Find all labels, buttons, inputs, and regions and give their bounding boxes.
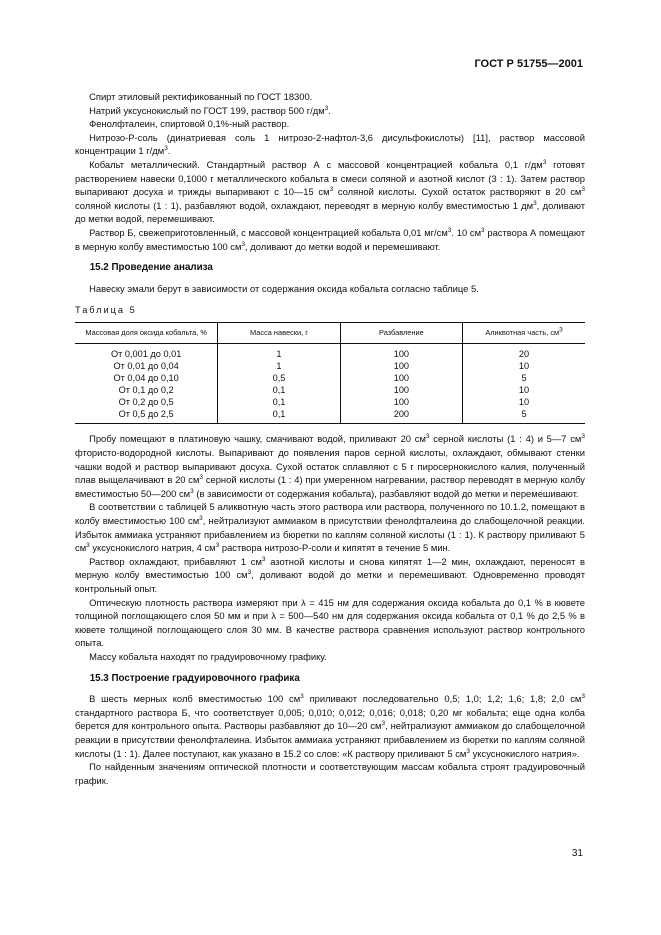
table-cell: 100: [340, 396, 462, 408]
table-cell: От 0,04 до 0,10: [113, 373, 179, 384]
section-heading: 15.3 Построение градуировочного графика: [89, 672, 300, 684]
table-row: [75, 408, 585, 424]
body-paragraph: Пробу помещают в платиновую чашку, смачивают водой, приливают 20 $см^3$ серной кислоты (1 : 4) и 5—7 $см^3$ фтористо-водородной кислоты. Выпаривают до появления паров серной кислоты, охлаждают, обмывают стенки чашки водой и раствор выпаривают досуха. Сухой остаток сплавляют с 5 г пиросернокислого калия, полученный плав выщелачивают в 20 $см^3$ серной кислоты (1 : 4) при умеренном нагревании, раствор переводят в мерную колбу вместимостью 50—200 $см^3$ (в зависимости от содержания кобальта), разбавляют водой до метки и перемешивают.: [75, 433, 585, 499]
table-cell: 10: [463, 396, 585, 408]
column-header: Массовая доля оксида кобальта, %: [75, 322, 218, 343]
reagent-paragraph: Кобальт металлический. Стандартный раствор А с массовой концентрацией кобальта 0,1 $г/дм^3$ готовят растворением навески 0,1000 г металлического кобальта в смеси соляной и азотной кислот (3 : 1). Затем раствор выпаривают досуха и трижды выпаривают с 10—15 $см^3$ соляной кислоты. Сухой остаток растворяют в 20 $см^3$ соляной кислоты (1 : 1), разбавляют водой, охлаждают, переводят в мерную колбу вместимостью 1 $дм^3$, доливают до метки водой, перемешивают.: [75, 158, 586, 225]
table-cell: 100: [340, 343, 462, 360]
reagent-paragraph: Нитрозо-Р-соль (динатриевая соль 1 нитрозо-2-нафтол-3,6 дисульфокислоты) [11], раствор массовой концентрации 1 $г/дм^3$.: [75, 131, 585, 157]
table-row: [75, 360, 585, 372]
table-row: [75, 384, 585, 396]
table-cell: 1: [218, 360, 340, 372]
table-cell: От 0,5 до 2,5: [75, 408, 218, 424]
page-number: 31: [571, 848, 583, 859]
reagent-paragraph: Натрий уксуснокислый по ГОСТ 199, раствор 500 $г/дм^3$.: [89, 104, 331, 116]
table-cell: От 0,001 до 0,01: [110, 348, 182, 359]
table-cell: От 0,01 до 0,04: [113, 361, 179, 371]
body-paragraph: В шесть мерных колб вместимостью 100 $см^3$ приливают последовательно 0,5; 1,0; 1,2; 1,6; 1,8; 2,0 $см^3$ стандартного раствора Б, что соответствует 0,005; 0,010; 0,012; 0,016; 0,018; 0,20 мг кобальта; еще одна колба берется для контрольного опыта. Растворы разбавляют до 10—20 $см^3$, нейтрализуют аммиаком до слабощелочной реакции в присутствии фенолфталеина. Избыток аммиака устраняют прибавлением из бюретки по каплям соляной кислоты (1 : 1). Далее поступают, как указано в 15.2 со слов: «К раствору приливают 5 $см^3$ уксуснокислого натрия».: [75, 693, 586, 759]
column-header: Аликвотная часть, $см^3$: [463, 322, 585, 343]
table-row: [75, 343, 585, 360]
data-table: [75, 322, 585, 425]
table-cell: 20: [463, 343, 585, 360]
body-paragraph: По найденным значениям оптической плотности и соответствующим массам кобальта строят градуировочный график.: [75, 761, 585, 786]
body-paragraph: Раствор охлаждают, прибавляют 1 $см^3$ азотной кислоты и снова кипятят 1—2 мин, охлаждают, переносят в мерную колбу вместимостью 100 $см^3$, доливают водой до метки и перемешивают. Одновременно проводят контрольный опыт.: [75, 555, 585, 594]
table-cell: 1: [218, 343, 340, 360]
table-caption: Таблица 5: [75, 305, 137, 316]
table-row: [75, 372, 585, 384]
body-paragraph: Навеску эмали берут в зависимости от содержания оксида кобальта согласно таблице 5.: [89, 282, 479, 294]
table-row: [75, 396, 585, 408]
table-cell: 0,5: [218, 372, 340, 384]
reagent-paragraph: Спирт этиловый ректификованный по ГОСТ 18300.: [89, 91, 313, 102]
table-cell: От 0,1 до 0,2: [118, 385, 174, 396]
table-cell: 0,1: [218, 396, 340, 408]
table-header-row: [75, 322, 585, 343]
table-cell: 5: [463, 372, 585, 384]
table-cell: 10: [463, 360, 585, 372]
table-cell: 5: [463, 408, 585, 424]
body-paragraph: Оптическую плотность раствора измеряют при λ = 415 нм для содержания оксида кобальта до 0,1 % в кювете толщиной поглощающего слоя 50 мм и при λ = 500—540 нм для содержания оксида кобальта от 0,1 % до 2,5 % в кювете толщиной поглощающего слоя 30 мм. В качестве раствора сравнения используют раствор контрольного опыта.: [75, 596, 585, 649]
column-header: Масса навески, г: [218, 322, 340, 343]
reagent-paragraph: Раствор Б, свежеприготовленный, с массовой концентрацией кобальта 0,01 $мг/см^3$. 10 $см^3$ раствора А помещают в мерную колбу вместимостью 100 $см^3$, доливают до метки водой и перемешивают.: [75, 226, 585, 252]
section-heading: 15.2 Проведение анализа: [89, 262, 213, 274]
table-cell: От 0,2 до 0,5: [118, 397, 174, 408]
table-cell: 100: [340, 372, 462, 384]
reagent-paragraph: Фенолфталеин, спиртовой 0,1%-ный раствор.: [89, 118, 290, 130]
table-cell: 100: [340, 384, 462, 396]
table-cell: 200: [340, 408, 462, 424]
table-cell: 10: [463, 384, 585, 396]
body-paragraph: В соответствии с таблицей 5 аликвотную часть этого раствора или раствора, полученного по 10.1.2, помещают в колбу вместимостью 100 $см^3$, нейтрализуют аммиаком в присутствии фенолфталеина до слабощелочной реакции. Избыток аммиака устраняют прибавлением из бюретки по каплям соляной кислоты (1 : 1). К раствору приливают 5 $см^3$ уксуснокислого натрия, 4 $см^3$ раствора нитрозо-Р-соли и кипятят в течение 5 мин.: [75, 501, 586, 554]
table-cell: 0,1: [218, 384, 340, 396]
page-content: [75, 90, 585, 787]
table-cell: 0,1: [218, 408, 340, 424]
body-paragraph: Массу кобальта находят по градуировочному графику.: [89, 650, 327, 662]
column-header: Разбавление: [340, 322, 462, 343]
standard-number-header: ГОСТ Р 51755—2001: [474, 58, 583, 70]
table-cell: 100: [340, 360, 462, 372]
